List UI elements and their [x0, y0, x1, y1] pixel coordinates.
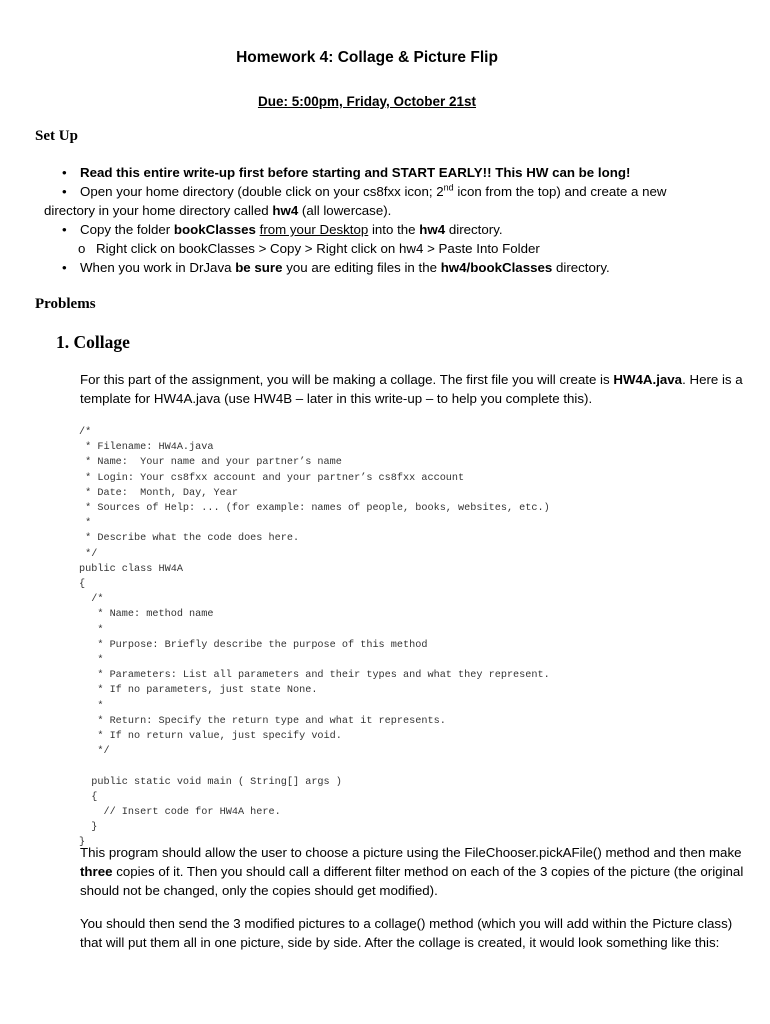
setup-bullet-1-text: Read this entire write-up first before starting and START EARLY!! This HW can be long!	[80, 165, 631, 180]
setup-bullet-2-text: Open your home directory (double click on your cs8fxx icon; 2	[80, 184, 444, 199]
setup-bullet-2-text-cont: icon from the top) and create a new	[453, 184, 667, 199]
setup-list	[44, 163, 742, 277]
paragraph-collage-method	[80, 914, 750, 952]
setup-bullet-3-end: directory.	[445, 222, 503, 237]
sub-bullet-icon: o	[78, 241, 86, 256]
document-title: Homework 4: Collage & Picture Flip	[236, 49, 498, 66]
setup-bullet-3-text-cont: into the	[368, 222, 420, 237]
setup-bullet-2	[62, 182, 742, 201]
setup-bullet-3	[62, 220, 742, 239]
code-template: /* * Filename: HW4A.java * Name: Your name and your partner’s name * Login: Your cs8fxx account and your partner’s cs8fxx account * Date: Month, Day, Year * Sources of Help: ... (for example: names of people, books, websites, etc.) * * Describe what the code does here. */ public class HW4A { /* * Name: method name * * Purpose: Briefly describe the purpose of this method * * Parameters: List all parameters and their types and what they represent. * If no parameters, just state None. * * Return: Specify the return type and what it represents. * If no return value, just specify void. */ public static void main ( String[] args ) { // Insert code for HW4A here. } }	[79, 427, 550, 849]
setup-bullet-4-text: When you work in DrJava	[80, 260, 236, 275]
paragraph-filechooser-text-cont: copies of it. Then you should call a different filter method on each of the 3 copies of the picture (the original should not be changed, only the copies should get modified).	[80, 864, 744, 898]
paragraph-filechooser-text: This program should allow the user to choose a picture using the FileChooser.pickAFile() method and then make	[80, 845, 742, 860]
setup-bullet-4	[62, 258, 742, 277]
setup-sub-bullet	[62, 239, 742, 258]
collage-heading: 1. Collage	[56, 332, 130, 352]
collage-intro-text: For this part of the assignment, you will be making a collage. The first file you will create is	[80, 372, 614, 387]
collage-intro-text-cont: . Here is a template for HW4A.java (use HW4B – later in this write-up – to help you complete this).	[80, 372, 743, 406]
setup-bullet-1	[62, 163, 742, 182]
bullet-icon: •	[62, 165, 67, 180]
setup-bullet-3-text: Copy the folder	[80, 222, 174, 237]
three-bold: three	[80, 864, 113, 879]
setup-heading: Set Up	[35, 128, 78, 144]
setup-sub-bullet-text: Right click on bookClasses > Copy > Right click on hw4 > Paste Into Folder	[96, 241, 540, 256]
due-date: Due: 5:00pm, Friday, October 21st	[257, 94, 477, 109]
paragraph-filechooser	[80, 843, 750, 900]
bullet-icon: •	[62, 222, 67, 237]
bullet-icon: •	[62, 184, 67, 199]
be-sure-bold: be sure	[235, 260, 283, 275]
setup-bullet-4-text-cont: you are editing files in the	[282, 260, 441, 275]
setup-bullet-2-line2-end: (all lowercase).	[298, 203, 392, 218]
from-desktop-underline: from your Desktop	[259, 222, 369, 237]
hw4-bold: hw4	[419, 222, 446, 237]
hw4-bold: hw4	[272, 203, 299, 218]
setup-bullet-2-line2	[44, 201, 742, 220]
setup-bullet-2-line2-text: directory in your home directory called	[44, 203, 273, 218]
collage-intro	[80, 370, 750, 408]
bullet-icon: •	[62, 260, 67, 275]
bookclasses-bold: bookClasses	[173, 222, 256, 237]
superscript-nd: nd	[443, 182, 454, 193]
hw4-bookclasses-bold: hw4/bookClasses	[440, 260, 553, 275]
hw4a-java-bold: HW4A.java	[613, 372, 683, 387]
paragraph-collage-method-text: You should then send the 3 modified pictures to a collage() method (which you will add within the Picture class) that will put them all in one picture, side by side. After the collage is created, it would look something like this:	[80, 916, 733, 950]
setup-bullet-4-end: directory.	[552, 260, 610, 275]
problems-heading: Problems	[35, 296, 96, 312]
